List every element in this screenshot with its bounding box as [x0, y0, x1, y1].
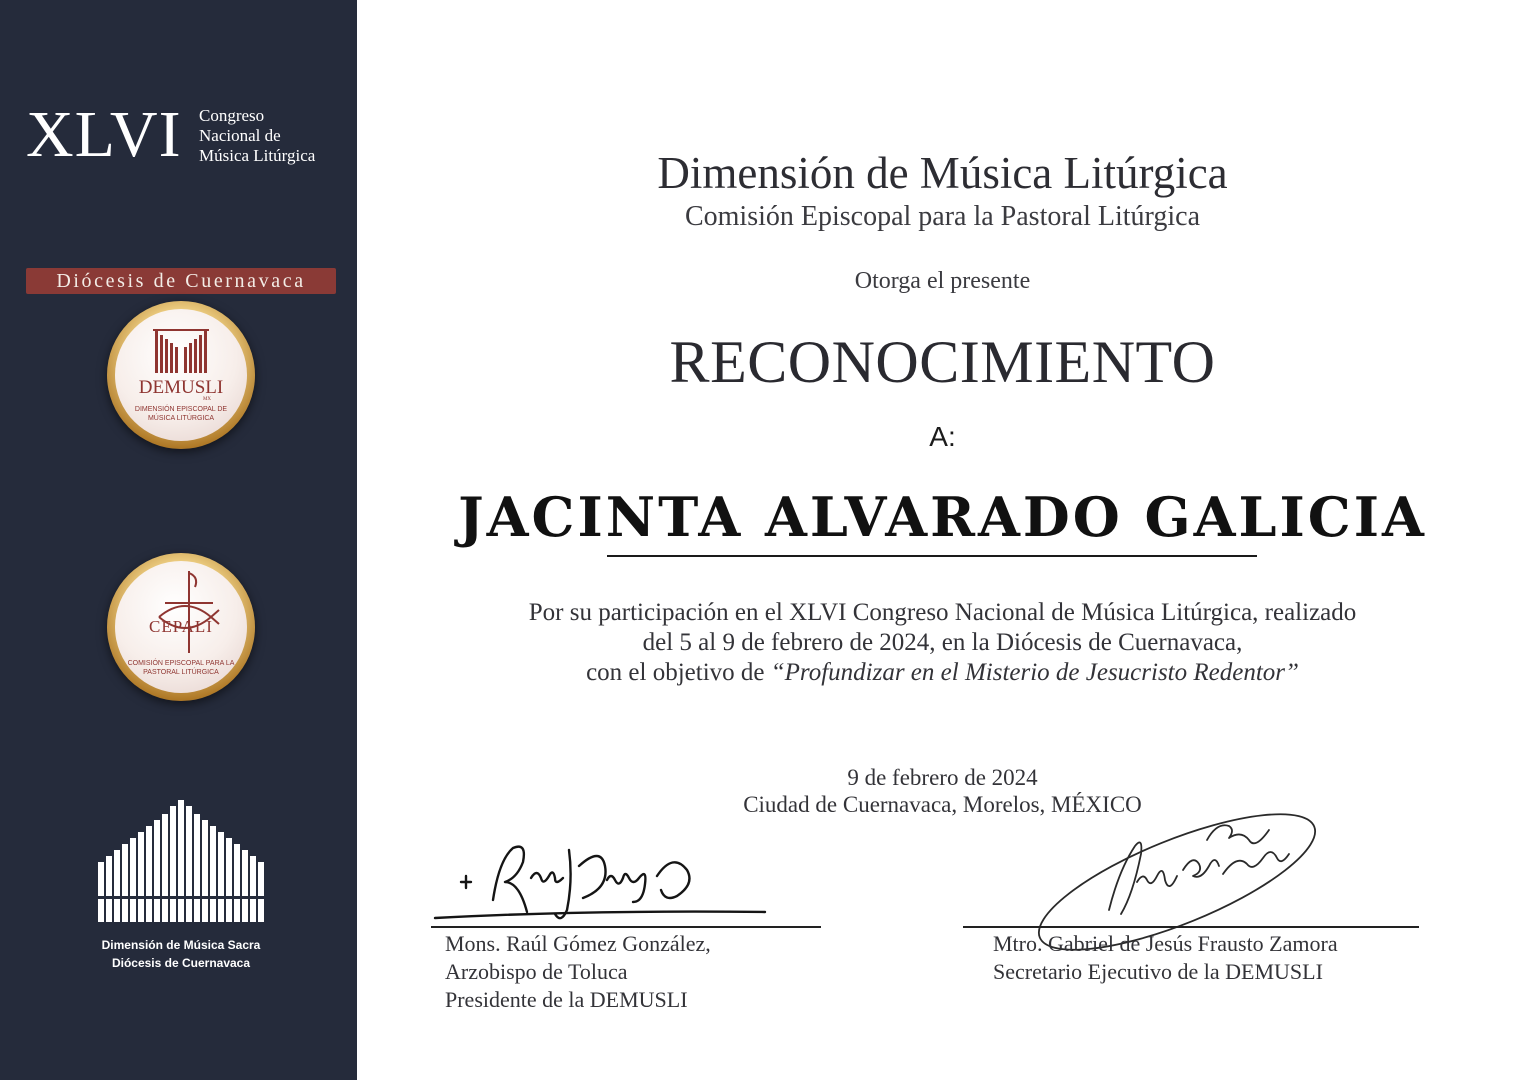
cepali-subtitle-line: PASTORAL LITÚRGICA — [143, 669, 219, 676]
recipient-name: JACINTA ALVARADO GALICIA — [458, 485, 1427, 549]
signature-1-line — [431, 926, 821, 928]
event-objective: “Profundizar en el Misterio de Jesucristo Redentor” — [770, 659, 1299, 686]
issue-place: Ciudad de Cuernavaca, Morelos, MÉXICO — [743, 792, 1142, 817]
certificate-title: Dimensión de Música Litúrgica — [657, 148, 1228, 198]
certificate-subtitle: Comisión Episcopal para la Pastoral Litúrgica — [684, 201, 1201, 232]
body-line — [357, 658, 1528, 688]
congress-roman-numeral: XLVI — [26, 98, 182, 171]
signatory-2-role: Secretario Ejecutivo de la DEMUSLI — [993, 959, 1323, 984]
cepali-name: CEPALI — [149, 617, 213, 636]
signatory-1-role: Arzobispo de Toluca — [445, 959, 628, 984]
signature-2-line — [963, 926, 1419, 928]
organization-caption-line: Diócesis de Cuernavaca — [111, 956, 251, 970]
cepali-seal — [107, 553, 255, 701]
sidebar — [0, 0, 357, 1080]
demusli-seal — [107, 301, 255, 449]
congress-title-line: Nacional de — [199, 126, 281, 145]
signatory-2 — [993, 930, 1338, 986]
signatory-1 — [445, 930, 711, 1014]
demusli-suffix: MX — [202, 397, 212, 402]
congress-logo — [26, 98, 338, 292]
signatory-1-role: Presidente de la DEMUSLI — [445, 987, 688, 1012]
organ-pipes-icon — [96, 800, 266, 928]
congress-title — [199, 106, 349, 166]
signatory-2-name: Mtro. Gabriel de Jesús Frausto Zamora — [993, 931, 1338, 956]
demusli-subtitle-line: DIMENSIÓN EPISCOPAL DE — [134, 406, 228, 413]
demusli-subtitle — [125, 405, 237, 423]
demusli-seal-face — [115, 309, 247, 441]
congress-title-line: Música Litúrgica — [199, 146, 316, 165]
signatory-1-name: Mons. Raúl Gómez González, — [445, 931, 711, 956]
date-place — [357, 764, 1528, 818]
signature-1-image — [431, 830, 771, 926]
organization-caption-line: Dimensión de Música Sacra — [101, 938, 261, 952]
congress-title-line: Congreso — [199, 106, 265, 125]
demusli-name: DEMUSLI — [138, 377, 224, 398]
grants-text: Otorga el presente — [854, 268, 1031, 294]
organization-caption — [80, 936, 282, 972]
cepali-seal-face — [115, 561, 247, 693]
certificate — [357, 0, 1528, 1080]
body-line-prefix: con el objetivo de — [586, 659, 771, 686]
recipient-prefix: A: — [929, 421, 956, 452]
recipient-underline — [607, 555, 1257, 557]
cepali-subtitle — [125, 659, 237, 677]
diocese-band: Diócesis de Cuernavaca — [26, 268, 336, 294]
award-heading: RECONOCIMIENTO — [669, 329, 1216, 395]
demusli-subtitle-line: MÚSICA LITÚRGICA — [147, 415, 215, 422]
body-line: Por su participación en el XLVI Congreso Nacional de Música Litúrgica, realizado — [528, 599, 1357, 626]
body-line: del 5 al 9 de febrero de 2024, en la Diócesis de Cuernavaca, — [642, 629, 1243, 656]
issue-date: 9 de febrero de 2024 — [847, 765, 1038, 790]
cepali-subtitle-line: COMISIÓN EPISCOPAL PARA LA — [127, 660, 235, 667]
certificate-body — [357, 598, 1528, 688]
